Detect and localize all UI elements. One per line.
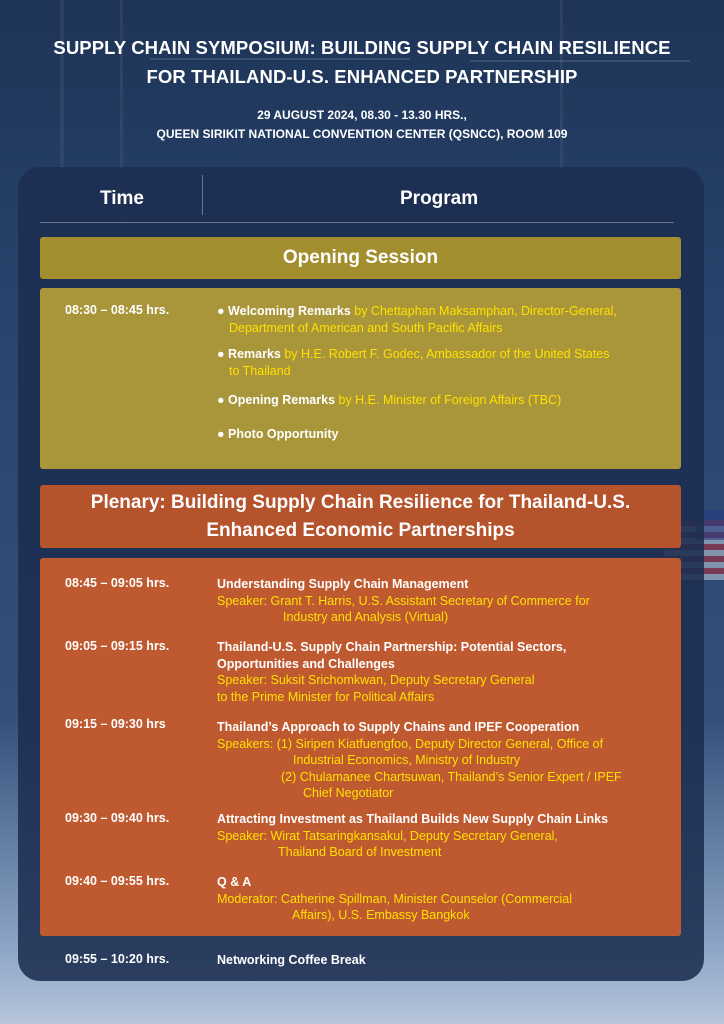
session-time: 08:45 – 09:05 hrs.	[65, 576, 170, 590]
opening-item-photo: ● Photo Opportunity	[217, 427, 339, 441]
session-item: Understanding Supply Chain Management Speaker: Grant T. Harris, U.S. Assistant Secretary of Commerce for Industry and Analysis (Virtual)	[217, 577, 590, 624]
session-time: 09:30 – 09:40 hrs.	[65, 811, 170, 825]
session-time: 09:40 – 09:55 hrs.	[65, 874, 170, 888]
opening-item-remarks: ● Remarks by H.E. Robert F. Godec, Ambassador of the United States to Thailand	[217, 347, 610, 378]
header-divider	[40, 222, 674, 223]
session-item: Thailand-U.S. Supply Chain Partnership: Potential Sectors, Opportunities and Challenges Speaker: Suksit Srichomkwan, Deputy Secretary General to the Prime Minister for Political Affairs	[217, 640, 567, 704]
event-venue: QUEEN SIRIKIT NATIONAL CONVENTION CENTER (QSNCC), ROOM 109	[156, 127, 568, 141]
event-date: 29 AUGUST 2024, 08.30 - 13.30 HRS.,	[257, 108, 467, 122]
session-item: Q & A Moderator: Catherine Spillman, Minister Counselor (Commercial Affairs), U.S. Embassy Bangkok	[217, 875, 572, 922]
session-item: Thailand’s Approach to Supply Chains and IPEF Cooperation Speakers: (1) Siripen Kiatfuengfoo, Deputy Director General, Office of Industrial Economics, Ministry of Industry (2) Chulamanee Chartsuwan, Thailand’s Senior Expert / IPEF Chief Negotiator	[217, 720, 622, 800]
break-title: Networking Coffee Break	[217, 953, 366, 967]
event-details	[0, 106, 724, 144]
plenary-title: Plenary: Building Supply Chain Resilience for Thailand-U.S. Enhanced Economic Partnerships	[40, 485, 681, 548]
column-divider	[202, 175, 203, 215]
break-time: 09:55 – 10:20 hrs.	[65, 952, 170, 966]
opening-time: 08:30 – 08:45 hrs.	[65, 303, 170, 317]
session-time: 09:05 – 09:15 hrs.	[65, 639, 170, 653]
opening-session-title: Opening Session	[40, 237, 681, 279]
column-header-program: Program	[400, 188, 479, 209]
page-title: SUPPLY CHAIN SYMPOSIUM: BUILDING SUPPLY CHAIN RESILIENCE FOR THAILAND-U.S. ENHANCED PARTNERSHIP	[53, 37, 671, 87]
session-time: 09:15 – 09:30 hrs	[65, 717, 166, 731]
opening-item-opening-remarks: ● Opening Remarks by H.E. Minister of Foreign Affairs (TBC)	[217, 393, 562, 407]
session-item: Attracting Investment as Thailand Builds New Supply Chain Links Speaker: Wirat Tatsaringkansakul, Deputy Secretary General, Thailand Board of Investment	[217, 812, 609, 859]
column-header-time: Time	[100, 188, 145, 209]
opening-item-welcoming: ● Welcoming Remarks by Chettaphan Maksamphan, Director-General, Department of American and South Pacific Affairs	[217, 304, 617, 335]
